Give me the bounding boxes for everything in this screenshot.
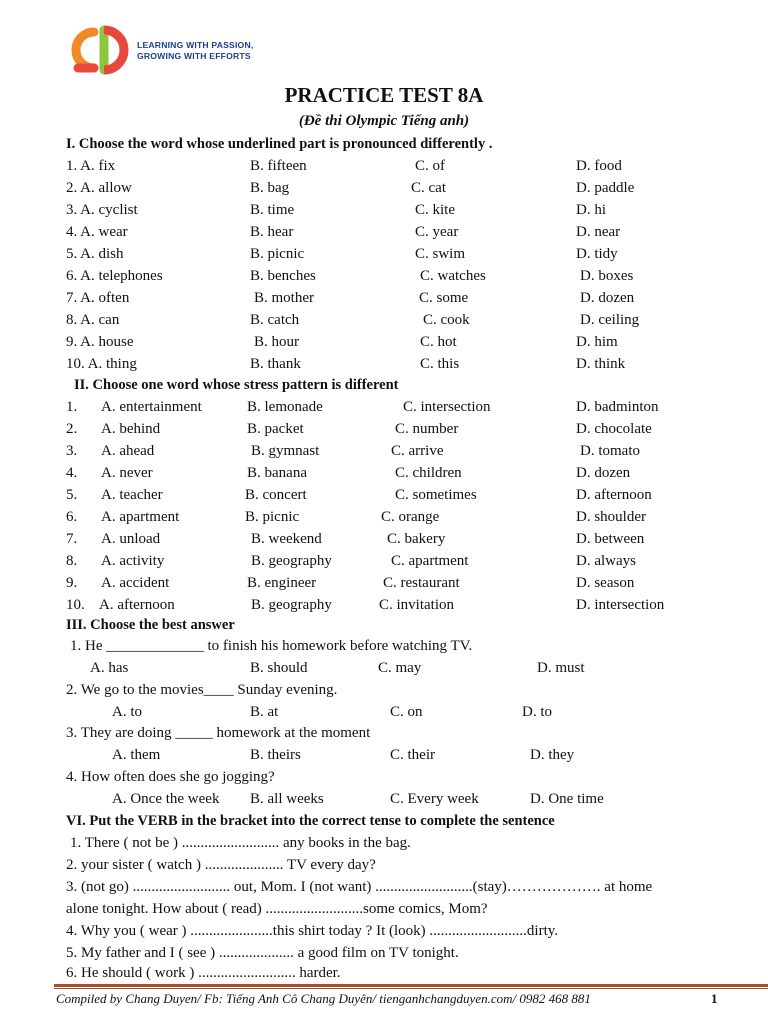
section-4-heading: VI. Put the VERB in the bracket into the correct tense to complete the sentence bbox=[66, 813, 555, 829]
section-1-heading: I. Choose the word whose underlined part is pronounced differently . bbox=[66, 136, 493, 152]
section-2-row bbox=[0, 531, 768, 551]
option-d: D. think bbox=[576, 356, 626, 372]
logo-line-1: LEARNING WITH PASSION, bbox=[137, 40, 254, 50]
option-c: C. orange bbox=[381, 509, 440, 525]
option-b: B. picnic bbox=[245, 509, 300, 525]
section-1-row bbox=[0, 356, 768, 376]
question-3-options bbox=[0, 747, 768, 767]
section-3-heading: III. Choose the best answer bbox=[66, 617, 235, 633]
question-4: 4. How often does she go jogging? bbox=[66, 769, 275, 785]
question-4-options bbox=[0, 791, 768, 811]
question-number: 8. bbox=[66, 553, 78, 569]
verb-line-5: 5. My father and I ( see ) .................... a good film on TV tonight. bbox=[66, 945, 459, 961]
logo-slogan bbox=[137, 40, 253, 62]
section-1-row bbox=[0, 334, 768, 354]
option-d: D. shoulder bbox=[576, 509, 646, 525]
option-d: D. they bbox=[530, 747, 575, 763]
verb-line-3: 3. (not go) .......................... out, Mom. I (not want) ..........................(stay)………………. at home bbox=[66, 879, 653, 895]
footer-divider-thin bbox=[54, 988, 768, 989]
question-number: 10. bbox=[66, 597, 85, 613]
question-2-options bbox=[0, 704, 768, 724]
option-c: C. bakery bbox=[387, 531, 446, 547]
option-b: B. should bbox=[250, 660, 308, 676]
option-c: C. sometimes bbox=[395, 487, 477, 503]
question-number: 3. bbox=[66, 443, 78, 459]
option-a: 6. A. telephones bbox=[66, 268, 163, 284]
option-d: D. always bbox=[576, 553, 636, 569]
question-1: 1. He _____________ to finish his homework before watching TV. bbox=[70, 638, 473, 654]
option-c: C. apartment bbox=[391, 553, 469, 569]
section-1-row bbox=[0, 246, 768, 266]
option-b: B. geography bbox=[251, 553, 332, 569]
option-d: D. tomato bbox=[580, 443, 640, 459]
section-2-row bbox=[0, 509, 768, 529]
option-d: D. badminton bbox=[576, 399, 659, 415]
option-d: D. ceiling bbox=[580, 312, 640, 328]
option-b: B. hear bbox=[250, 224, 294, 240]
verb-line-2: 2. your sister ( watch ) ..................... TV every day? bbox=[66, 857, 376, 873]
section-2-row bbox=[0, 553, 768, 573]
option-d: D. tidy bbox=[576, 246, 618, 262]
section-2-row bbox=[0, 597, 768, 617]
option-c: C. on bbox=[390, 704, 423, 720]
option-c: C. kite bbox=[415, 202, 455, 218]
option-c: C. intersection bbox=[403, 399, 491, 415]
option-d: D. One time bbox=[530, 791, 604, 807]
option-b: B. mother bbox=[254, 290, 314, 306]
option-a: 3. A. cyclist bbox=[66, 202, 138, 218]
option-b: B. hour bbox=[254, 334, 299, 350]
option-c: C. children bbox=[395, 465, 462, 481]
option-b: B. weekend bbox=[251, 531, 322, 547]
question-number: 5. bbox=[66, 487, 78, 503]
option-c: C. this bbox=[420, 356, 460, 372]
option-b: B. fifteen bbox=[250, 158, 307, 174]
option-c: C. of bbox=[415, 158, 445, 174]
option-b: B. time bbox=[250, 202, 295, 218]
question-number: 4. bbox=[66, 465, 78, 481]
option-a: A. teacher bbox=[101, 487, 163, 503]
option-c: C. may bbox=[378, 660, 422, 676]
option-d: D. intersection bbox=[576, 597, 665, 613]
option-a: A. them bbox=[112, 747, 161, 763]
footer-divider bbox=[54, 984, 768, 987]
option-d: D. dozen bbox=[576, 465, 631, 481]
option-a: A. ahead bbox=[101, 443, 155, 459]
option-b: B. picnic bbox=[250, 246, 305, 262]
option-a: 4. A. wear bbox=[66, 224, 128, 240]
option-a: A. Once the week bbox=[112, 791, 220, 807]
option-d: D. hi bbox=[576, 202, 606, 218]
option-b: B. bag bbox=[250, 180, 290, 196]
option-a: 1. A. fix bbox=[66, 158, 116, 174]
option-d: D. must bbox=[537, 660, 585, 676]
option-c: C. watches bbox=[420, 268, 486, 284]
question-number: 1. bbox=[66, 399, 78, 415]
footer-credit: Compiled by Chang Duyen/ Fb: Tiếng Anh Cô Chang Duyên/ tienganhchangduyen.com/ 0982 468 881 bbox=[56, 991, 591, 1006]
option-c: C. restaurant bbox=[383, 575, 460, 591]
option-c: C. invitation bbox=[379, 597, 454, 613]
option-b: B. theirs bbox=[250, 747, 301, 763]
option-a: 5. A. dish bbox=[66, 246, 124, 262]
option-d: D. between bbox=[576, 531, 645, 547]
option-a: A. behind bbox=[101, 421, 161, 437]
section-2-row bbox=[0, 443, 768, 463]
option-b: B. all weeks bbox=[250, 791, 324, 807]
option-c: C. hot bbox=[420, 334, 457, 350]
option-c: C. swim bbox=[415, 246, 466, 262]
option-b: B. engineer bbox=[247, 575, 317, 591]
option-d: D. chocolate bbox=[576, 421, 652, 437]
option-b: B. catch bbox=[250, 312, 300, 328]
option-d: D. season bbox=[576, 575, 635, 591]
cd-logo-icon bbox=[64, 22, 136, 78]
option-d: D. afternoon bbox=[576, 487, 652, 503]
question-2: 2. We go to the movies____ Sunday evening. bbox=[66, 682, 338, 698]
option-c: C. cook bbox=[423, 312, 470, 328]
option-d: D. dozen bbox=[580, 290, 635, 306]
option-b: B. gymnast bbox=[251, 443, 320, 459]
section-2-row bbox=[0, 421, 768, 441]
verb-line-3-cont: alone tonight. How about ( read) ..........................some comics, Mom? bbox=[66, 901, 488, 917]
option-b: B. concert bbox=[245, 487, 307, 503]
option-a: A. never bbox=[101, 465, 153, 481]
section-1-row bbox=[0, 268, 768, 288]
option-b: B. lemonade bbox=[247, 399, 323, 415]
option-c: C. arrive bbox=[391, 443, 444, 459]
option-a: A. entertainment bbox=[101, 399, 202, 415]
option-a: A. apartment bbox=[101, 509, 180, 525]
option-d: D. food bbox=[576, 158, 622, 174]
option-a: A. accident bbox=[101, 575, 170, 591]
option-b: B. banana bbox=[247, 465, 307, 481]
option-c: C. year bbox=[415, 224, 459, 240]
logo-line-2: GROWING WITH EFFORTS bbox=[137, 51, 251, 61]
option-a: A. afternoon bbox=[99, 597, 175, 613]
page-number: 1 bbox=[711, 991, 718, 1006]
question-number: 9. bbox=[66, 575, 78, 591]
option-a: A. to bbox=[112, 704, 142, 720]
option-d: D. boxes bbox=[580, 268, 634, 284]
question-number: 6. bbox=[66, 509, 78, 525]
option-b: B. thank bbox=[250, 356, 301, 372]
section-2-row bbox=[0, 465, 768, 485]
option-a: 9. A. house bbox=[66, 334, 134, 350]
option-c: C. their bbox=[390, 747, 435, 763]
section-1-row bbox=[0, 224, 768, 244]
option-a: A. activity bbox=[101, 553, 165, 569]
option-c: C. cat bbox=[411, 180, 446, 196]
question-number: 7. bbox=[66, 531, 78, 547]
option-d: D. him bbox=[576, 334, 618, 350]
question-1-options bbox=[0, 660, 768, 680]
option-c: C. number bbox=[395, 421, 459, 437]
section-1-row bbox=[0, 312, 768, 332]
option-a: 7. A. often bbox=[66, 290, 130, 306]
option-c: C. Every week bbox=[390, 791, 479, 807]
section-1-row bbox=[0, 158, 768, 178]
section-1-row bbox=[0, 202, 768, 222]
page-subtitle: (Đề thi Olympic Tiếng anh) bbox=[298, 113, 470, 129]
option-a: 10. A. thing bbox=[66, 356, 137, 372]
option-d: D. paddle bbox=[576, 180, 635, 196]
question-number: 2. bbox=[66, 421, 78, 437]
option-b: B. geography bbox=[251, 597, 332, 613]
option-c: C. some bbox=[419, 290, 469, 306]
option-d: D. near bbox=[576, 224, 621, 240]
verb-line-1: 1. There ( not be ) .......................... any books in the bag. bbox=[70, 835, 411, 851]
option-d: D. to bbox=[522, 704, 552, 720]
section-2-heading: II. Choose one word whose stress pattern is different bbox=[74, 377, 399, 393]
section-2-row bbox=[0, 487, 768, 507]
option-a: 8. A. can bbox=[66, 312, 120, 328]
verb-line-4: 4. Why you ( wear ) ......................this shirt today ? It (look) ..........................dirty. bbox=[66, 923, 559, 939]
section-2-row bbox=[0, 575, 768, 595]
section-1-row bbox=[0, 290, 768, 310]
option-a: A. has bbox=[90, 660, 129, 676]
section-2-row bbox=[0, 399, 768, 419]
option-a: A. unload bbox=[101, 531, 161, 547]
question-3: 3. They are doing _____ homework at the moment bbox=[66, 725, 371, 741]
section-1-row bbox=[0, 180, 768, 200]
page-title: PRACTICE TEST 8A bbox=[284, 83, 484, 107]
option-b: B. at bbox=[250, 704, 279, 720]
verb-line-6: 6. He should ( work ) .......................... harder. bbox=[66, 965, 341, 981]
option-b: B. benches bbox=[250, 268, 316, 284]
option-b: B. packet bbox=[247, 421, 304, 437]
option-a: 2. A. allow bbox=[66, 180, 132, 196]
